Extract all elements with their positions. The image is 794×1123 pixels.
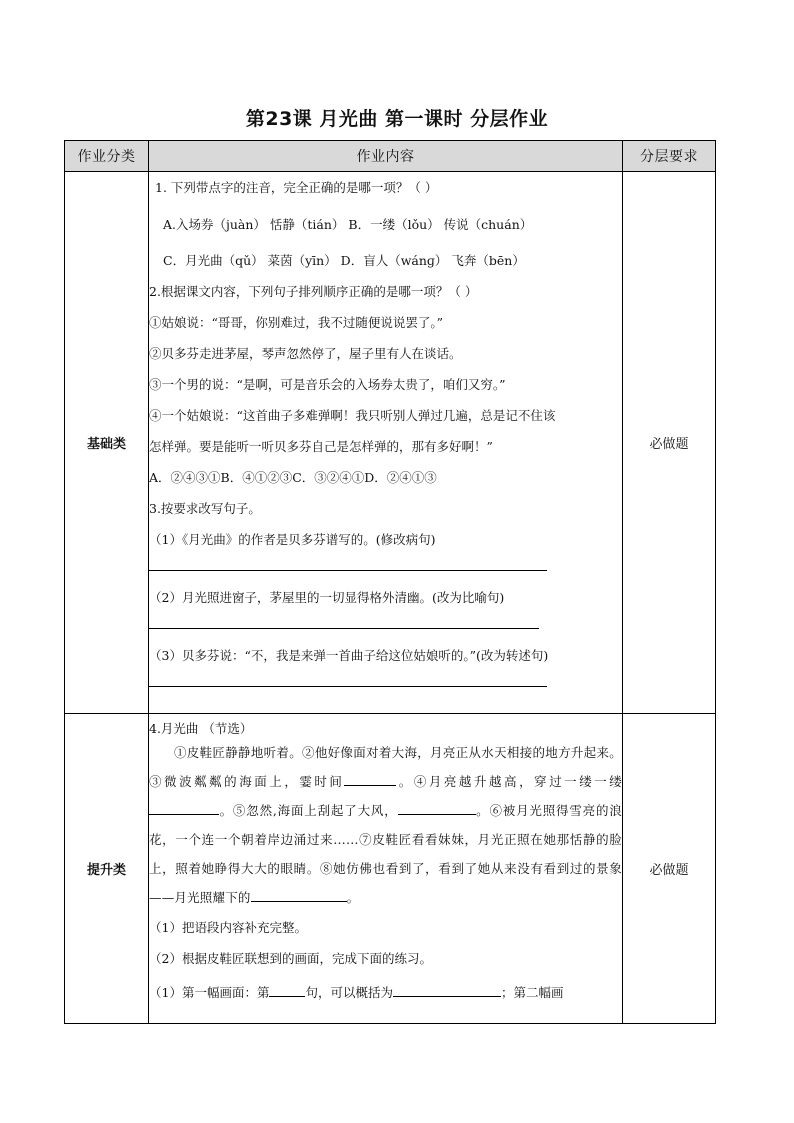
question-3-item-1: （1）《月光曲》的作者是贝多芬谱写的。(修改病句) (149, 532, 436, 547)
passage-part-1: ①皮鞋匠静静地听着。②他好像面对着大海，月亮正从水天相接的地方升起来。③微波粼粼的海面上，霎时间 (149, 745, 622, 789)
question-3-item-3: （3）贝多芬说：“不，我是来弹一首曲子给这位姑娘听的。”(改为转述句) (149, 648, 549, 663)
question-3-item-2: （2）月光照进窗子，茅屋里的一切显得格外清幽。(改为比喻句) (149, 590, 505, 605)
question-2-sentence-3: ③一个男的说：“是啊，可是音乐会的入场券太贵了，咱们又穷。” (149, 377, 506, 392)
header-category: 作业分类 (65, 141, 149, 172)
question-2-sentence-1: ①姑娘说：“哥哥，你别难过，我不过随便说说罢了。” (149, 315, 444, 330)
category-basic-label: 基础类 (86, 437, 126, 452)
question-1-options-row1: A.入场券（juàn） 恬静（tián） B．一缕（lǒu） 传说（chuán） (163, 217, 533, 232)
passage (149, 738, 622, 912)
homework-table (64, 140, 716, 1024)
sub-question-1: （1）把语段内容补充完整。 (149, 920, 307, 935)
sub-question-3-part-3: ；第二幅画 (500, 985, 564, 1000)
sub-question-3-part-1: （1）第一幅画面：第 (149, 985, 270, 1000)
blank-2[interactable] (149, 800, 219, 815)
blank-5[interactable] (269, 982, 305, 997)
blank-1[interactable] (344, 771, 396, 786)
table-header-row (65, 141, 716, 172)
content-basic (149, 172, 623, 714)
category-basic (65, 172, 149, 714)
table-row (65, 714, 716, 1024)
blank-4[interactable] (251, 887, 347, 902)
question-2-sentence-4b: 怎样弹。要是能听一听贝多芬自己是怎样弹的，那有多好啊！” (149, 439, 493, 454)
header-content: 作业内容 (149, 141, 623, 172)
sub-question-3 (149, 982, 622, 1000)
question-1: 1. 下列带点字的注音，完全正确的是哪一项？（ ） (155, 180, 438, 195)
table-row (65, 172, 716, 714)
blank-6[interactable] (393, 982, 501, 997)
requirement-basic: 必做题 (623, 172, 716, 714)
sub-question-2: （2）根据皮鞋匠联想到的画面，完成下面的练习。 (149, 951, 432, 966)
category-advanced-label: 提升类 (86, 863, 126, 878)
question-2-sentence-4a: ④一个姑娘说：“这首曲子多难弹啊！我只听别人弹过几遍，总是记不住该 (149, 408, 556, 423)
question-2-sentence-2: ②贝多芬走进茅屋，琴声忽然停了，屋子里有人在谈话。 (149, 346, 462, 361)
answer-line-1[interactable] (149, 569, 547, 571)
passage-part-4: 。⑥被月光照得雪亮的浪花，一个连一个朝着岸边涌过来……⑦皮鞋匠看看妹妹，月光正照在她那恬静的脸上，照着她睁得大大的眼睛。⑧她仿佛也看到了，看到了她从来没有看到过的景象——月光照耀下的 (149, 803, 622, 905)
question-4-title: 4.月光曲 （节选） (149, 721, 253, 736)
blank-3[interactable] (398, 800, 476, 815)
sub-question-3-part-2: 句，可以概括为 (305, 985, 393, 1000)
question-1-options-row2: C．月光曲（qǔ） 菜茵（yīn） D．盲人（wánɡ） 飞奔（bēn） (163, 253, 525, 268)
content-advanced (149, 714, 623, 1024)
passage-part-5: 。 (346, 890, 360, 905)
answer-line-2[interactable] (149, 627, 539, 629)
category-advanced (65, 714, 149, 1024)
question-2: 2.根据课文内容，下列句子排列顺序正确的是哪一项？（ ） (149, 284, 478, 299)
question-3: 3.按要求改写句子。 (149, 501, 261, 516)
passage-part-3: 。⑤忽然,海面上刮起了大风， (219, 803, 398, 818)
passage-part-2: 。④月亮越升越高，穿过一缕一缕 (396, 774, 622, 789)
requirement-advanced: 必做题 (623, 714, 716, 1024)
answer-line-3[interactable] (149, 685, 547, 687)
header-requirement: 分层要求 (623, 141, 716, 172)
page-title: 第23课 月光曲 第一课时 分层作业 (245, 108, 549, 130)
question-2-options: A．②④③①B．④①②③C．③②④①D．②④①③ (149, 470, 437, 485)
